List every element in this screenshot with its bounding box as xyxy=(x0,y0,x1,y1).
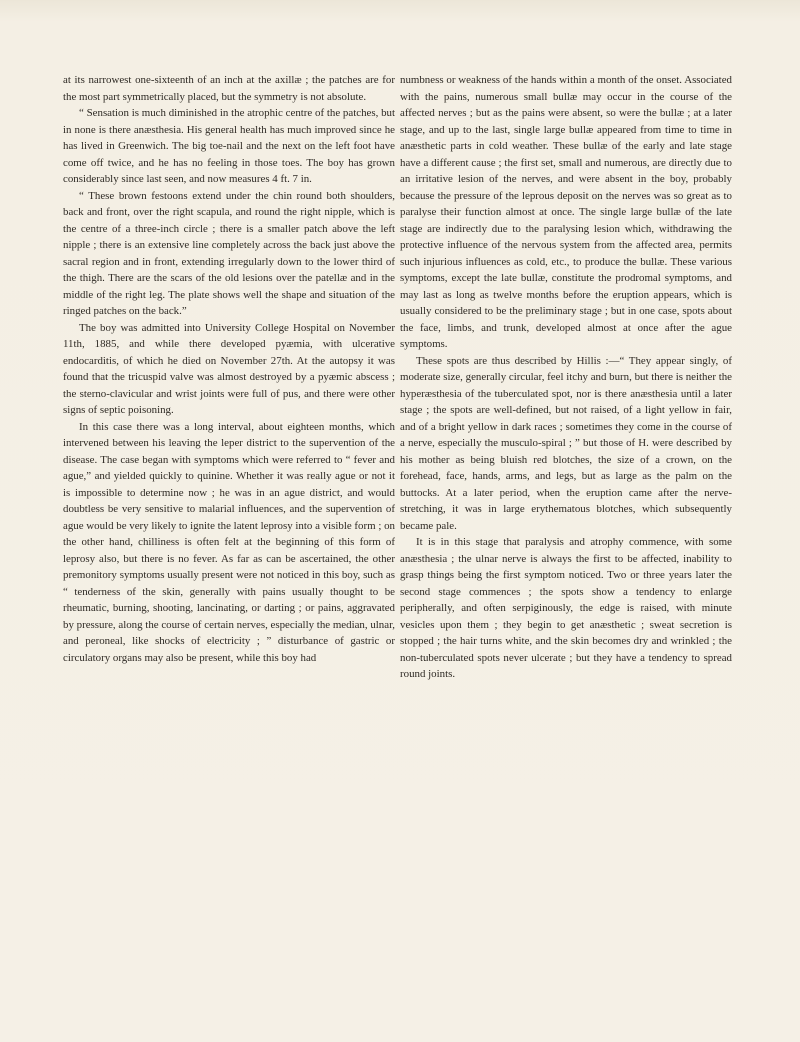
paragraph: at its narrowest one-sixteenth of an inch at the axillæ ; the patches are for the most part symmetrically placed, but the symmetry is not absolute. xyxy=(63,74,395,103)
paragraph: numbness or weakness of the hands within a month of the onset. Associated with the pains, numerous small bullæ may occur in the course of the affected nerves ; but as the pains were absent, so were the bullæ ; at a later stage, and up to the last, single large bullæ appeared from time to time in anæsthetic parts in cold weather. These bullæ of the early and late stage have a different cause ; the first set, small and numerous, are directly due to an irritative lesion of the nerves, and were absent in the boy, probably because the pressure of the leprous deposit on the nerves was so great as to paralyse their function almost at once. The single large bullæ of the late stage are indirectly due to the paralysing lesion which, withdrawing the protective influence of the nervous system from the affected area, permits such injurious influences as cold, etc., to produce the bullæ. These various symptoms, except the late bullæ, constitute the prodromal symptoms, and may last as long as twelve months before the eruption appears, which is usually considered to be the preliminary stage ; but in one case, spots about the face, limbs, and trunk, developed almost at once after the ague symptoms. xyxy=(400,74,732,350)
left-column xyxy=(63,72,395,666)
paragraph: “ These brown festoons extend under the chin round both shoulders, back and front, over the right scapula, and round the right nipple, which is the centre of a three-inch circle ; there is a smaller patch above the left nipple ; there is an extensive line completely across the back just above the sacral region and in front, extending irregularly down to the lower third of the thigh. There are the scars of the old lesions over the patellæ and in the middle of the right leg. The plate shows well the shape and situation of the ringed patches on the back.” xyxy=(63,189,395,317)
paragraph: It is in this stage that paralysis and atrophy commence, with some anæsthesia ; the ulnar nerve is always the first to be affected, inability to grasp things being the first symptom noticed. Two or three years later the second stage commences ; the spots show a tendency to enlarge peripherally, and often serpiginously, the edge is raised, with minute vesicles upon them ; they begin to get anæsthetic ; sweat secretion is stopped ; the hair turns white, and the skin becomes dry and wrinkled ; the non-tuberculated spots never ulcerate ; but they have a tendency to spread round joints. xyxy=(400,536,732,680)
paragraph: The boy was admitted into University College Hospital on November 11th, 1885, and while there developed pyæmia, with ulcerative endocarditis, of which he died on November 27th. At the autopsy it was found that the tricuspid valve was almost destroyed by a pyæmic abscess ; the sterno-clavicular and wrist joints were full of pus, and there were other signs of septic poisoning. xyxy=(63,321,395,416)
right-column xyxy=(400,72,732,683)
paragraph: “ Sensation is much diminished in the atrophic centre of the patches, but in none is there anæsthesia. His general health has much improved since he has lived in Greenwich. The big toe-nail and the next on the left foot have come off twice, and he has no feeling in those toes. The boy has grown considerably since last seen, and now measures 4 ft. 7 in. xyxy=(63,107,395,185)
paragraph: In this case there was a long interval, about eighteen months, which intervened between his leaving the leper district to the supervention of the disease. The case began with symptoms which were referred to “ fever and ague,” and yielded quickly to quinine. Whether it was really ague or not it is impossible to determine now ; he was in an ague district, and would doubtless be very sensitive to malarial influences, and the supervention of ague would be very likely to ignite the latent leprosy into a visible form ; on the other hand, chilliness is often felt at the beginning of this form of leprosy also, but there is no fever. As far as can be ascertained, the other premonitory symptoms usually present were not noticed in this boy, such as “ tenderness of the skin, generally with pains usually thought to be rheumatic, burning, shooting, lancinating, or darting ; or pains, aggravated by pressure, along the course of certain nerves, especially the median, ulnar, and peroneal, like shocks of electricity ; ” disturbance of gastric or circulatory organs may also be present, while this boy had xyxy=(63,420,395,664)
paragraph: These spots are thus described by Hillis :—“ They appear singly, of moderate size, generally circular, feel itchy and burn, but there is neither the hyperæsthesia of the tuberculated spot, nor is there anæsthesia until a later stage ; the spots are well-defined, but not raised, of a light yellow in fair, and of a bright yellow in dark races ; sometimes they come in the course of a nerve, especially the musculo-spiral ; ” but those of H. were described by his mother as being bluish red blotches, the size of a crown, on the forehead, face, hands, arms, and legs, but as large as the palm on the buttocks. At a later period, when the eruption came after the nerve-stretching, it was in large erythematous blotches, which subsequently became pale. xyxy=(400,354,732,532)
